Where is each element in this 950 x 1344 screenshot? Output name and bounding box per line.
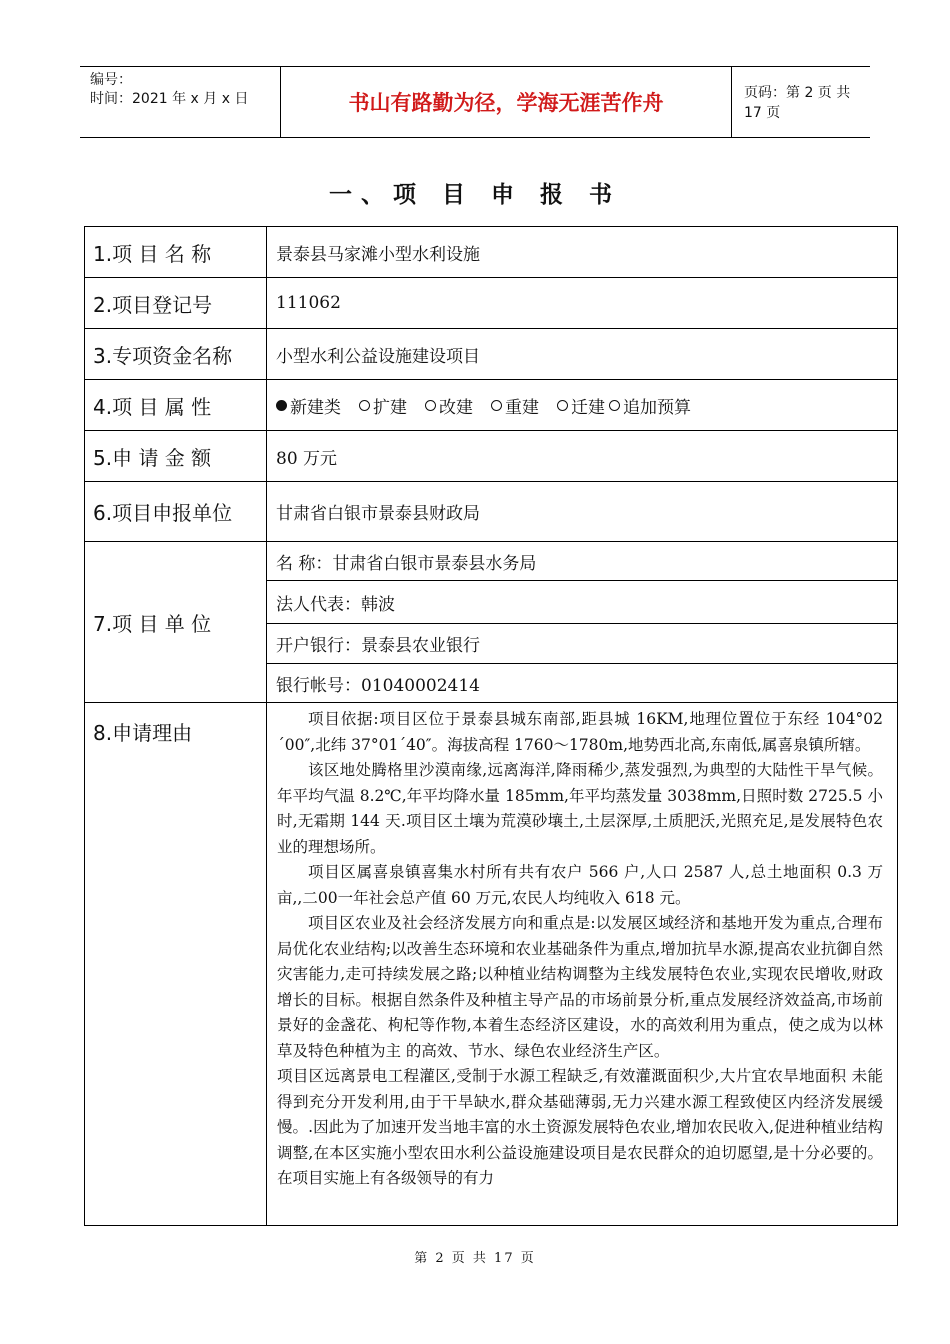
reason-paragraph: 项目区农业及社会经济发展方向和重点是:以发展区域经济和基地开发为重点,合理布局优化农业结构;以改善生态环境和农业基础条件为重点,增加抗旱水源,提高农业抗御自然灾害能力,走可持续发展之路;以种植业结构调整为主线发展特色农业,实现农民增收,财政增长的目标。根据自然条件及种植主导产品的市场前景分析,重点发展经济效益高,市场前景好的金盏花、枸杞等作物,本着生态经济区建设，水的高效利用为重点，使之成为以林草及特色种植为主 的高效、节水、绿色农业经济生产区。 [277,914,883,1060]
document-header [80,66,870,138]
unit-legal-rep: 法人代表：韩波 [267,581,897,624]
row-label-reason: 8.申请理由 [85,703,267,1225]
number-label: 编号： [90,72,132,88]
option-new[interactable] [276,393,341,418]
option-relocate[interactable] [557,393,605,418]
reason-paragraph: 该区地处腾格里沙漠南缘,远离海洋,降雨稀少,蒸发强烈,为典型的大陆性干旱气候。年平均气温 8.2℃,年平均降水量 185mm,年平均蒸发量 3038mm,日照时数 2725.5 小时,无霜期 144 天.项目区土壤为荒漠砂壤土,土层深厚,土质肥沃,光照充足,是发展特色农业的理想场所。 [277,761,883,856]
row-project-name [85,227,897,278]
row-project-attribute [85,380,897,431]
attribute-options [267,380,897,430]
option-label: 迁建 [571,397,605,418]
option-label: 改建 [439,397,473,418]
option-rebuild[interactable] [425,393,473,418]
reason-paragraph: 项目区远离景电工程灌区,受制于水源工程缺乏,有效灌溉面积少,大片宜农旱地面积 未能得到充分开发利用,由于干旱缺水,群众基础薄弱,无力兴建水源工程致使区内经济发展缓慢。.因此为了加速开发当地丰富的水土资源发展特色农业,增加农民收入,促进种植业结构调整,在本区实施小型农田水利公益设施建设项目是农民群众的迫切愿望,是十分必要的。在项目实施上有各级领导的有力 [277,1067,883,1187]
row-label: 1.项 目 名 称 [85,227,267,277]
header-motto: 书山有路勤为径，学海无涯苦作舟 [280,67,732,137]
option-expand[interactable] [359,393,407,418]
reason-paragraph: 项目依据:项目区位于景泰县城东南部,距县城 16KM,地理位置位于东经 104°02´00″,北纬 37°01´40″。海拔高程 1760～1780m,地势西北高,东南低,属喜泉镇所辖。 [277,710,883,754]
radio-empty-icon [425,400,436,411]
radio-empty-icon [359,400,370,411]
row-value: 小型水利公益设施建设项目 [276,346,480,367]
row-label: 5.申 请 金 额 [85,431,267,481]
header-meta [80,67,280,137]
time-label: 时间：2021 年 x 月 x 日 [90,91,249,107]
reason-text [277,707,883,1225]
unit-name: 名 称：甘肃省白银市景泰县水务局 [267,542,897,581]
option-label: 新建类 [290,397,341,418]
option-label: 扩建 [373,397,407,418]
option-label: 追加预算 [623,397,691,418]
unit-bank: 开户银行：景泰县农业银行 [267,624,897,664]
row-project-unit [85,542,897,703]
option-budget[interactable] [609,393,691,418]
row-label: 2.项目登记号 [85,278,267,328]
option-reconstruct[interactable] [491,393,539,418]
radio-empty-icon [609,400,620,411]
row-applicant [85,482,897,542]
page-title: 一、项 目 申 报 书 [328,182,622,208]
reason-paragraph: 项目区属喜泉镇喜集水村所有共有农户 566 户,人口 2587 人,总土地面积 0.3 万亩,,二00一年社会总产值 60 万元,农民人均纯收入 618 元。 [277,863,883,907]
row-label: 3.专项资金名称 [85,329,267,379]
radio-selected-icon [276,400,287,411]
radio-empty-icon [491,400,502,411]
row-label: 4.项 目 属 性 [85,380,267,430]
application-table [84,226,898,1226]
header-page-info: 页码：第 2 页 共 17 页 [744,85,851,121]
row-registration-number [85,278,897,329]
radio-empty-icon [557,400,568,411]
row-value: 111062 [276,293,341,313]
option-label: 重建 [505,397,539,418]
row-label: 6.项目申报单位 [85,482,267,541]
page-footer: 第 2 页 共 17 页 [414,1251,536,1266]
unit-account: 银行帐号：01040002414 [276,676,480,696]
row-value: 景泰县马家滩小型水利设施 [276,244,480,265]
row-fund-name [85,329,897,380]
row-amount [85,431,897,482]
row-label: 7.项 目 单 位 [85,542,267,702]
row-value: 甘肃省白银市景泰县财政局 [276,504,480,524]
row-value: 80 万元 [276,448,338,469]
